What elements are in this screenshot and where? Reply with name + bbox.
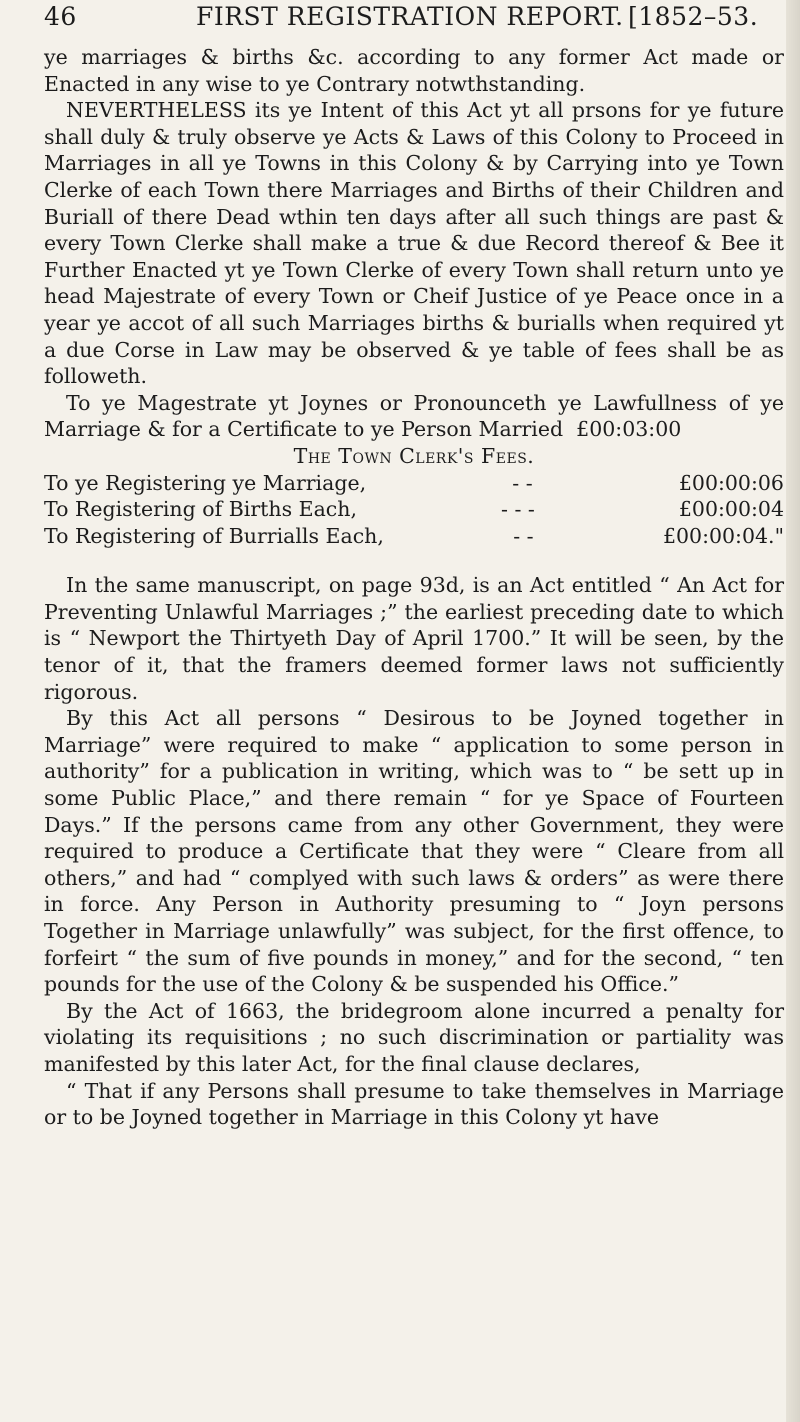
fees-heading: The Town Clerk's Fees.: [293, 443, 535, 468]
section-gap: [44, 549, 784, 572]
paragraph-manuscript: In the same manuscript, on page 93d, is an Act entitled “ An Act for Preventing Unlawful Marriages ;” the earliest preceding date to which is “ Newport the Thirtyeth Day of April 1700.” It will be seen, by the tenor of it, that the framers deemed former laws not sufficiently rigorous.: [44, 573, 784, 704]
paragraph-act-1663: By the Act of 1663, the bridegroom alone incurred a penalty for violating its requisitions ; no such discrimination or partiality was manifested by this later Act, for the final clause declares,: [44, 998, 784, 1076]
quoted-act-continuation: ye marriages & births &c. according to any former Act made or Enacted in any wise to ye Contrary notwthstanding.: [44, 45, 784, 96]
quoted-act-nevertheless: NEVERTHELESS its ye Intent of this Act yt all prsons for ye future shall duly & truly observe ye Acts & Laws of this Colony to Proceed in Marriages in all ye Towns in this Colony & by Carrying into ye Town Clerke of each Town there Marriages and Births of their Children and Buriall of there Dead wthin ten days after all such things are past & every Town Clerke shall make a true & due Record thereof & Bee it Further Enacted yt ye Town Clerke of every Town shall return unto ye head Majestrate of every Town or Cheif Justice of ye Peace once in a year ye accot of all such Marriages births & burialls when required yt a due Corse in Law may be observed & ye table of fees shall be as followeth.: [44, 98, 784, 389]
fee-row-births: [44, 496, 784, 523]
fee-dashes: - - -: [501, 497, 535, 522]
fee-label: To Registering of Births Each,: [44, 497, 358, 522]
running-title: FIRST REGISTRATION REPORT.: [196, 2, 624, 31]
page-body: [44, 44, 784, 1131]
fee-dashes: - -: [512, 470, 533, 495]
fee-label: To Registering of Burrialls Each,: [44, 523, 384, 548]
fee-row-marriage: [44, 470, 784, 497]
book-page: [44, 0, 784, 1131]
magistrate-fee: [44, 390, 784, 443]
fee-amount: £00:00:04.": [662, 523, 784, 548]
fee-amount: £00:00:06: [678, 470, 784, 495]
fee-row-burials: [44, 523, 784, 550]
page-number: 46: [44, 2, 77, 31]
fee-label: To ye Registering ye Marriage,: [44, 470, 367, 495]
page-edge: [786, 0, 800, 1422]
paragraph-act-requirements: By this Act all persons “ Desirous to be Joyned together in Marriage” were required to make “ application to some person in authority” for a publication in writing, which was to “ be sett up in some Public Place,” and there remain “ for ye Space of Fourteen Days.” If the persons came from any other Government, they were required to produce a Certificate that they were “ Cleare from all others,” and had “ complyed with such laws & orders” as were there in force. Any Person in Authority presuming to “ Joyn persons Together in Marriage unlawfully” was subject, for the first offence, to forfeirt “ the sum of five pounds in money,” and for the second, “ ten pounds for the use of the Colony & be suspended his Office.”: [44, 706, 784, 997]
magistrate-fee-label: To ye Magestrate yt Joynes or Pronounceth ye Lawfullness of ye Marriage & for a Certificate to ye Person Married: [44, 390, 784, 442]
fee-amount: £00:00:04: [678, 497, 784, 522]
magistrate-fee-amount: £00:03:00: [576, 417, 682, 442]
running-years: [1852–53.: [628, 2, 759, 31]
paragraph-final-clause: “ That if any Persons shall presume to take themselves in Marriage or to be Joyned together in Marriage in this Colony yt have: [44, 1078, 784, 1130]
fee-dashes: - -: [513, 523, 534, 548]
running-header: [44, 0, 784, 44]
